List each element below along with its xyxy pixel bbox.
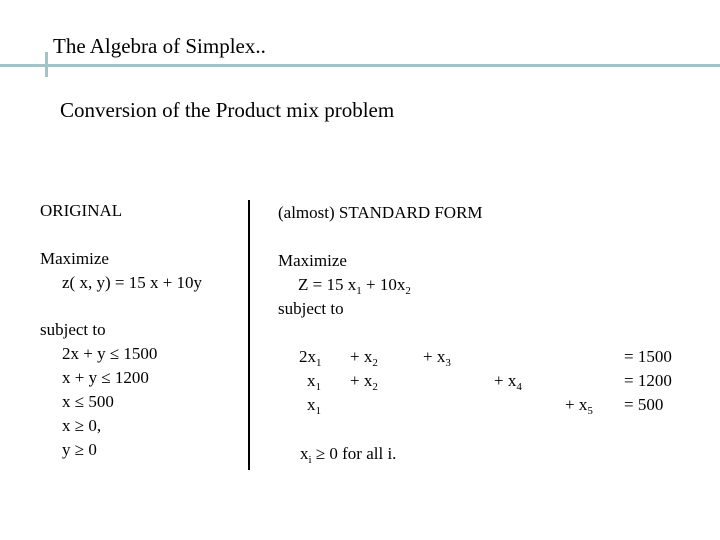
slide-title: The Algebra of Simplex.. — [53, 34, 266, 58]
standard-maximize-label: Maximize — [278, 251, 347, 270]
standard-objective: Z = 15 $x_1 + 10x_2$ — [298, 275, 411, 297]
original-constraint: x ≥ 0, — [62, 416, 102, 435]
rhs-value: = 1500 — [624, 347, 672, 366]
slide-subtitle: Conversion of the Product mix problem — [60, 98, 395, 122]
original-constraint: 2x + y ≤ 1500 — [62, 344, 158, 363]
term-x3: + $x_3$ — [423, 347, 451, 369]
original-heading: ORIGINAL — [40, 201, 123, 220]
title-rule — [0, 64, 720, 67]
column-divider — [248, 200, 250, 470]
rhs-value: = 500 — [624, 395, 664, 414]
original-constraint: x + y ≤ 1200 — [62, 368, 149, 387]
term-x2: + $x_2$ — [350, 347, 378, 369]
term-x2: + $x_2$ — [350, 371, 378, 393]
term-x1: $2x_1$ — [299, 347, 322, 369]
original-constraint: x ≤ 500 — [62, 392, 114, 411]
nonnegativity-constraint: $x_i \ge 0$ for all i. — [300, 444, 397, 466]
standard-subject-to: subject to — [278, 299, 344, 318]
rhs-value: = 1200 — [624, 371, 672, 390]
standard-heading: (almost) STANDARD FORM — [278, 203, 483, 222]
original-objective: z( x, y) = 15 x + 10y — [62, 273, 203, 292]
original-maximize-label: Maximize — [40, 249, 109, 268]
term-x1: $x_1$ — [307, 371, 321, 393]
term-x1: $x_1$ — [307, 395, 321, 417]
title-rule-accent — [45, 52, 48, 77]
term-x5: + $x_5$ — [565, 395, 593, 417]
original-constraint: y ≥ 0 — [62, 440, 97, 459]
original-subject-to: subject to — [40, 320, 106, 339]
term-x4: + $x_4$ — [494, 371, 522, 393]
